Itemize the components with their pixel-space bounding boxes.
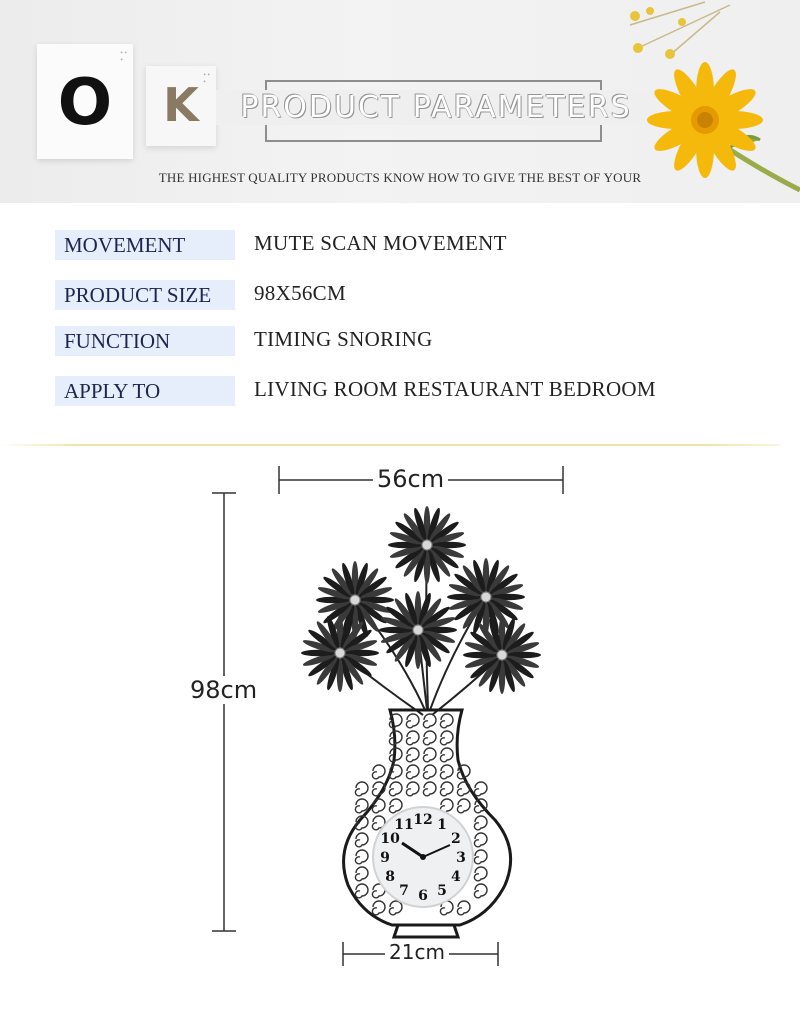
- param-row-apply: [0, 376, 800, 406]
- clock-numeral: 3: [456, 850, 466, 866]
- parameters-table: [0, 203, 800, 443]
- width-dimension-label: 56cm: [373, 465, 448, 493]
- swirl-ornament: [423, 748, 436, 762]
- swirl-ornament: [355, 884, 368, 898]
- section-divider: [0, 444, 780, 446]
- swirl-ornament: [406, 748, 419, 762]
- swirl-ornament: [474, 850, 487, 864]
- header-banner: [0, 0, 800, 203]
- swirl-ornament: [474, 782, 487, 796]
- swirl-ornament: [355, 850, 368, 864]
- letter-card-o: • • • O: [37, 44, 133, 159]
- param-value: LIVING ROOM RESTAURANT BEDROOM: [254, 377, 656, 401]
- swirl-ornament: [440, 765, 453, 779]
- banner-subtitle: THE HIGHEST QUALITY PRODUCTS KNOW HOW TO GIVE THE BEST OF YOUR: [158, 170, 642, 185]
- swirl-ornament: [355, 799, 368, 813]
- vase-clock-image: [290, 505, 560, 945]
- swirl-ornament: [440, 748, 453, 762]
- swirl-ornament: [423, 731, 436, 745]
- swirl-ornament: [457, 901, 470, 915]
- swirl-ornament: [406, 765, 419, 779]
- swirl-ornament: [423, 782, 436, 796]
- swirl-ornament: [406, 731, 419, 745]
- swirl-ornament: [389, 782, 402, 796]
- clock-numeral: 4: [451, 869, 461, 885]
- letter-o: O: [57, 66, 113, 140]
- param-row-size: [0, 280, 800, 310]
- swirl-ornament: [389, 714, 402, 728]
- swirl-ornament: [406, 782, 419, 796]
- letter-k: K: [163, 78, 199, 132]
- swirl-ornament: [389, 765, 402, 779]
- dimension-diagram: [0, 450, 800, 1018]
- clock-numeral: 7: [399, 882, 409, 899]
- swirl-ornament: [440, 714, 453, 728]
- swirl-ornament: [457, 765, 470, 779]
- swirl-ornament: [457, 782, 470, 796]
- swirl-ornament: [423, 765, 436, 779]
- swirl-ornament: [406, 714, 419, 728]
- swirl-ornament: [355, 867, 368, 881]
- swirl-ornament: [372, 765, 385, 779]
- clock-numeral: 2: [451, 831, 461, 847]
- swirl-ornament: [474, 867, 487, 881]
- param-value: TIMING SNORING: [254, 327, 433, 351]
- sunflower-image: [610, 0, 800, 200]
- clock-numeral: 8: [385, 869, 395, 885]
- param-row-movement: [0, 230, 800, 260]
- flower-petals: [301, 614, 379, 692]
- param-label: PRODUCT SIZE: [55, 280, 235, 310]
- clock-numeral: 1: [437, 817, 447, 834]
- swirl-ornament: [423, 714, 436, 728]
- clock-numeral: 5: [437, 882, 447, 899]
- swirl-ornament: [474, 833, 487, 847]
- banner-title: PRODUCT PARAMETERS: [216, 90, 656, 125]
- flower-petals: [316, 561, 394, 639]
- clock-numeral: 10: [380, 831, 400, 847]
- swirl-ornament: [372, 799, 385, 813]
- swirl-ornament: [389, 901, 402, 915]
- param-label: MOVEMENT: [55, 230, 235, 260]
- swirl-ornament: [440, 731, 453, 745]
- clock-numeral: 12: [413, 812, 433, 828]
- flower-petals: [388, 506, 466, 584]
- param-row-function: [0, 326, 800, 356]
- clock-numeral: 11: [394, 817, 414, 834]
- clock-numeral: 6: [418, 888, 428, 904]
- flower-petals: [379, 591, 457, 669]
- swirl-ornament: [389, 799, 402, 813]
- height-dimension-label: 98cm: [186, 676, 261, 704]
- swirl-ornament: [474, 816, 487, 830]
- swirl-ornament: [372, 901, 385, 915]
- param-value: 98X56CM: [254, 281, 346, 305]
- letter-card-k: • • • K: [146, 66, 216, 146]
- swirl-ornament: [457, 799, 470, 813]
- swirl-ornament: [355, 782, 368, 796]
- swirl-ornament: [474, 884, 487, 898]
- swirl-ornament: [355, 833, 368, 847]
- param-label: FUNCTION: [55, 326, 235, 356]
- clock-numeral: 9: [380, 850, 390, 866]
- param-value: MUTE SCAN MOVEMENT: [254, 231, 507, 255]
- swirl-ornament: [440, 782, 453, 796]
- param-label: APPLY TO: [55, 376, 235, 406]
- base-dimension-label: 21cm: [385, 940, 449, 964]
